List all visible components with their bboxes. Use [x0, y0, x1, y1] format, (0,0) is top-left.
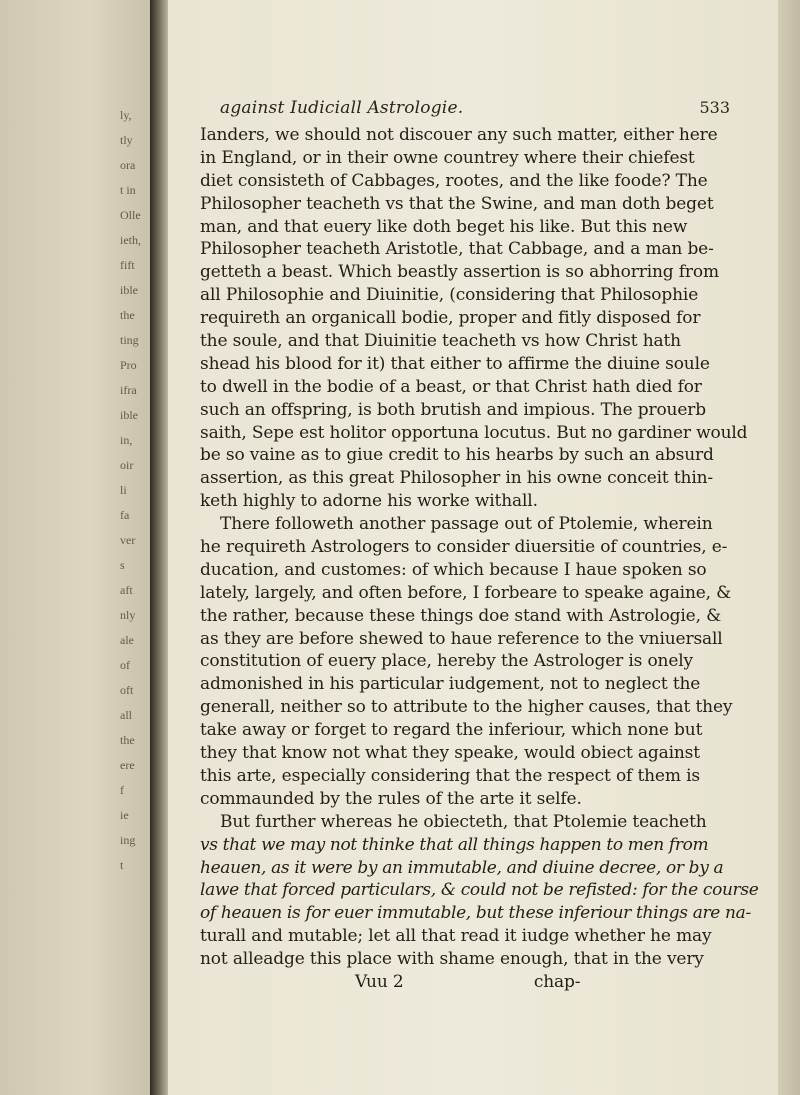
body-text — [200, 124, 760, 994]
previous-page-fragment: all — [120, 708, 132, 722]
text-line: they that know not what they speake, would obiect against — [200, 743, 700, 764]
catchword: chap- — [533, 971, 581, 992]
text-line: lately, largely, and often before, I forbeare to speake againe, & — [200, 582, 732, 603]
previous-page-fragment: ly, — [120, 108, 132, 122]
previous-page-fragment: ing — [120, 833, 136, 847]
previous-page-fragment: ting — [120, 333, 139, 347]
text-line: Philosopher teacheth vs that the Swine, and man doth beget — [200, 193, 714, 214]
text-line: this arte, especially considering that the respect of them is — [200, 765, 700, 786]
previous-page-fragment: li — [120, 483, 127, 497]
paragraph-start-line: There followeth another passage out of Ptolemie, wherein — [220, 514, 713, 535]
previous-page-fragment: the — [120, 733, 135, 747]
text-line: he requireth Astrologers to consider diuersitie of countries, e- — [200, 537, 728, 558]
text-line: all Philosophie and Diuinitie, (considering that Philosophie — [200, 285, 699, 306]
text-line: Ianders, we should not discouer any such matter, either here — [200, 125, 718, 145]
text-line: shead his blood for it) that either to affirme the diuine soule — [200, 353, 710, 374]
previous-page-text-fragments — [120, 108, 150, 883]
previous-page-fragment: of — [120, 658, 130, 672]
previous-page-fragment: tly — [120, 133, 133, 147]
text-line: in England, or in their owne countrey where their chiefest — [200, 147, 695, 168]
text-line: saith, Sepe est holitor opportuna locutus. But no gardiner would — [200, 422, 748, 443]
previous-page-fragment: ifra — [120, 383, 137, 397]
italic-quote-line: lawe that forced particulars, & could not be refisted: for the course — [200, 880, 759, 901]
text-line: ducation, and customes: of which because I haue spoken so — [200, 559, 707, 580]
previous-page-fragment: ible — [120, 408, 138, 422]
previous-page-fragment: ere — [120, 758, 135, 772]
running-head: against Iudiciall Astrologie. — [220, 98, 464, 118]
text-line: keth highly to adorne his worke withall. — [200, 491, 538, 512]
page-number: 533 — [699, 98, 730, 117]
previous-page-fragment: oir — [120, 458, 134, 472]
text-line: commaunded by the rules of the arte it selfe. — [200, 788, 582, 809]
text-line: diet consisteth of Cabbages, rootes, and the like foode? The — [200, 170, 708, 191]
previous-page-fragment: oft — [120, 683, 134, 697]
previous-page-fragment: ie — [120, 808, 129, 822]
text-line: generall, neither so to attribute to the higher causes, that they — [200, 697, 733, 718]
text-line: as they are before shewed to haue reference to the vniuersall — [200, 628, 723, 649]
previous-page-fragment: ieth, — [120, 233, 141, 247]
previous-page-fragment: nly — [120, 608, 136, 622]
signature-mark: Vuu 2 — [355, 971, 404, 992]
text-line: Philosopher teacheth Aristotle, that Cabbage, and a man be- — [200, 239, 714, 260]
text-line: be so vaine as to giue credit to his hearbs by such an absurd — [200, 445, 714, 466]
book-gutter — [150, 0, 168, 1095]
previous-page-fragment: Pro — [120, 358, 137, 372]
previous-page-edge — [0, 0, 150, 1095]
text-line: admonished in his particular iudgement, not to neglect the — [200, 674, 701, 695]
previous-page-fragment: ible — [120, 283, 138, 297]
italic-quote-line: of heauen is for euer immutable, but these inferiour things are na- — [200, 903, 751, 924]
italic-quote-line: heauen, as it were by an immutable, and diuine decree, or by a — [200, 857, 724, 878]
previous-page-fragment: ver — [120, 533, 136, 547]
text-line: man, and that euery like doth beget his like. But this new — [200, 216, 688, 237]
text-line: take away or forget to regard the inferiour, which none but — [200, 720, 703, 741]
text-line: requireth an organicall bodie, proper and fitly disposed for — [200, 308, 701, 329]
text-line: getteth a beast. Which beastly assertion is so abhorring from — [200, 262, 719, 283]
previous-page-fragment: t — [120, 858, 124, 872]
text-line: assertion, as this great Philosopher in his owne conceit thin- — [200, 468, 714, 489]
text-line: such an offspring, is both brutish and impious. The prouerb — [200, 399, 706, 420]
text-line: not alleadge this place with shame enough, that in the very — [200, 949, 704, 970]
text-line: constitution of euery place, hereby the Astrologer is onely — [200, 651, 693, 672]
previous-page-fragment: fa — [120, 508, 130, 522]
signature-line — [200, 971, 760, 994]
text-line: the soule, and that Diuinitie teacheth vs how Christ hath — [200, 331, 681, 352]
text-line: turall and mutable; let all that read it iudge whether he may — [200, 926, 712, 947]
previous-page-fragment: s — [120, 558, 125, 572]
previous-page-fragment: fift — [120, 258, 135, 272]
previous-page-fragment: the — [120, 308, 135, 322]
previous-page-fragment: aft — [120, 583, 133, 597]
previous-page-fragment: in, — [120, 433, 133, 447]
italic-quote-line: vs that we may not thinke that all things happen to men from — [200, 834, 709, 855]
previous-page-fragment: Olle — [120, 208, 141, 222]
page-edge-right — [778, 0, 800, 1095]
previous-page-fragment: f — [120, 783, 124, 797]
previous-page-fragment: ale — [120, 633, 134, 647]
page-header — [205, 98, 730, 124]
paragraph-start-line: But further whereas he obiecteth, that Ptolemie teacheth — [220, 811, 707, 832]
text-line: to dwell in the bodie of a beast, or that Christ hath died for — [200, 376, 702, 397]
previous-page-fragment: ora — [120, 158, 136, 172]
previous-page-fragment: t in — [120, 183, 136, 197]
text-line: the rather, because these things doe stand with Astrologie, & — [200, 605, 722, 626]
